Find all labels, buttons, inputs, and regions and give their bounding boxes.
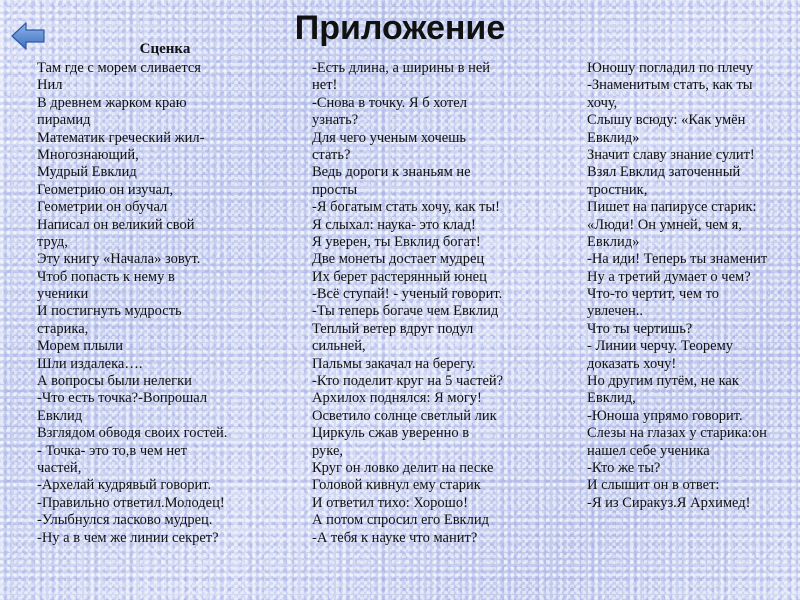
poem-line: Их берет растерянный юнец bbox=[312, 268, 487, 285]
poem-line: А вопросы были нелегки bbox=[37, 373, 192, 390]
poem-line: узнать? bbox=[312, 112, 359, 129]
poem-line: старика, bbox=[37, 320, 89, 337]
poem-line: Математик греческий жил- bbox=[37, 129, 205, 146]
poem-line: -Кто же ты? bbox=[587, 459, 661, 476]
poem-line: Евклид» bbox=[587, 129, 640, 146]
poem-line: -Архелай кудрявый говорит. bbox=[37, 477, 212, 494]
poem-column-1 bbox=[37, 60, 267, 547]
poem-line: Геометрию он изучал, bbox=[37, 181, 174, 198]
poem-line: -Что есть точка?-Вопрошал bbox=[37, 390, 208, 407]
poem-line: Евклид» bbox=[587, 233, 640, 250]
poem-line: хочу, bbox=[587, 94, 618, 111]
poem-line: Значит славу знание сулит! bbox=[587, 146, 755, 163]
poem-line: доказать хочу! bbox=[587, 355, 677, 372]
poem-line: Написал он великий свой bbox=[37, 216, 195, 233]
poem-line: -Я богатым стать хочу, как ты! bbox=[312, 199, 500, 216]
poem-line: -А тебя к науке что манит? bbox=[312, 529, 478, 546]
poem-line: Слышу всюду: «Как умён bbox=[587, 112, 746, 129]
poem-line: Чтоб попасть к нему в bbox=[37, 268, 175, 285]
poem-line: Шли издалека…. bbox=[37, 355, 143, 372]
poem-line: Юношу погладил по плечу bbox=[587, 60, 754, 76]
poem-title: Сценка bbox=[139, 41, 191, 57]
poem-line: И постигнуть мудрость bbox=[37, 303, 182, 320]
poem-line: Слезы на глазах у старика:он bbox=[587, 425, 767, 442]
poem-line: Ну а третий думает о чем? bbox=[587, 268, 751, 285]
poem-line: Осветило солнце светлый лик bbox=[312, 407, 497, 424]
poem-line: Циркуль сжав уверенно в bbox=[312, 425, 470, 442]
poem-line: -Я из Сиракуз.Я Архимед! bbox=[587, 494, 751, 511]
poem-line: Две монеты достает мудрец bbox=[312, 251, 485, 268]
poem-line: ученики bbox=[37, 286, 89, 303]
poem-line: Геометрии он обучал bbox=[37, 199, 168, 216]
poem-line: - Точка- это то,в чем нет bbox=[37, 442, 187, 459]
poem-line: пирамид bbox=[37, 112, 91, 129]
poem-line: Для чего ученым хочешь bbox=[312, 129, 466, 146]
poem-line: -Снова в точку. Я б хотел bbox=[312, 94, 467, 111]
poem-line: Морем плыли bbox=[37, 338, 124, 355]
poem-line: Там где с морем сливается bbox=[37, 60, 201, 76]
poem-line: Головой кивнул ему старик bbox=[312, 477, 481, 494]
poem-line: Эту книгу «Начала» зовут. bbox=[37, 251, 201, 268]
poem-line: - Линии черчу. Теорему bbox=[587, 338, 734, 355]
poem-line: Что-то чертит, чем то bbox=[587, 286, 719, 303]
poem-line: Я уверен, ты Евклид богат! bbox=[312, 233, 481, 250]
poem-line: Мудрый Евклид bbox=[37, 164, 137, 181]
poem-line: Нил bbox=[37, 77, 63, 94]
poem-line: И слышит он в ответ: bbox=[587, 477, 720, 494]
poem-line: Что ты чертишь? bbox=[587, 320, 693, 337]
poem-line: -Кто поделит круг на 5 частей? bbox=[312, 373, 504, 390]
poem-line: руке, bbox=[312, 442, 344, 459]
poem-line: Взял Евклид заточенный bbox=[587, 164, 741, 181]
poem-column-2 bbox=[312, 60, 552, 547]
poem-line: -Улыбнулся ласково мудрец. bbox=[37, 512, 213, 529]
poem-line: тростник, bbox=[587, 181, 648, 198]
poem-line: Я слыхал: наука- это клад! bbox=[312, 216, 476, 233]
poem-line: А потом спросил его Евклид bbox=[312, 512, 489, 529]
poem-line: Архилох поднялся: Я могу! bbox=[312, 390, 482, 407]
poem-line: сильней, bbox=[312, 338, 366, 355]
poem-line: -Юноша упрямо говорит. bbox=[587, 407, 743, 424]
poem-line: Евклид bbox=[37, 407, 83, 424]
poem-line: Пишет на папирусе старик: bbox=[587, 199, 757, 216]
poem-line: нет! bbox=[312, 77, 338, 94]
poem-line: -Всё ступай! - ученый говорит. bbox=[312, 286, 503, 303]
poem-line: просты bbox=[312, 181, 358, 198]
poem-line: -На иди! Теперь ты знаменит bbox=[587, 251, 768, 268]
poem-line: -Ну а в чем же линии секрет? bbox=[37, 529, 219, 546]
poem-line: увлечен.. bbox=[587, 303, 643, 320]
poem-line: -Есть длина, а ширины в ней bbox=[312, 60, 491, 76]
poem-line: Но другим путём, не как bbox=[587, 373, 739, 390]
poem-line: Теплый ветер вдруг подул bbox=[312, 320, 474, 337]
poem-line: -Правильно ответил.Молодец! bbox=[37, 494, 225, 511]
poem-line: И ответил тихо: Хорошо! bbox=[312, 494, 468, 511]
poem-line: труд, bbox=[37, 233, 68, 250]
poem-line: частей, bbox=[37, 459, 82, 476]
poem-line: -Ты теперь богаче чем Евклид bbox=[312, 303, 499, 320]
poem-column-3 bbox=[587, 60, 787, 512]
poem-line: Многознающий, bbox=[37, 146, 139, 163]
poem-line: Взглядом обводя своих гостей. bbox=[37, 425, 228, 442]
poem-line: Евклид, bbox=[587, 390, 636, 407]
poem-line: Ведь дороги к знаньям не bbox=[312, 164, 471, 181]
poem-line: стать? bbox=[312, 146, 351, 163]
poem-line: В древнем жарком краю bbox=[37, 94, 187, 111]
poem-line: нашел себе ученика bbox=[587, 442, 710, 459]
poem-line: Пальмы закачал на берегу. bbox=[312, 355, 476, 372]
page-title: Приложение bbox=[294, 9, 506, 47]
poem-line: -Знаменитым стать, как ты bbox=[587, 77, 753, 94]
poem-line: «Люди! Он умней, чем я, bbox=[587, 216, 742, 233]
poem-line: Круг он ловко делит на песке bbox=[312, 459, 494, 476]
